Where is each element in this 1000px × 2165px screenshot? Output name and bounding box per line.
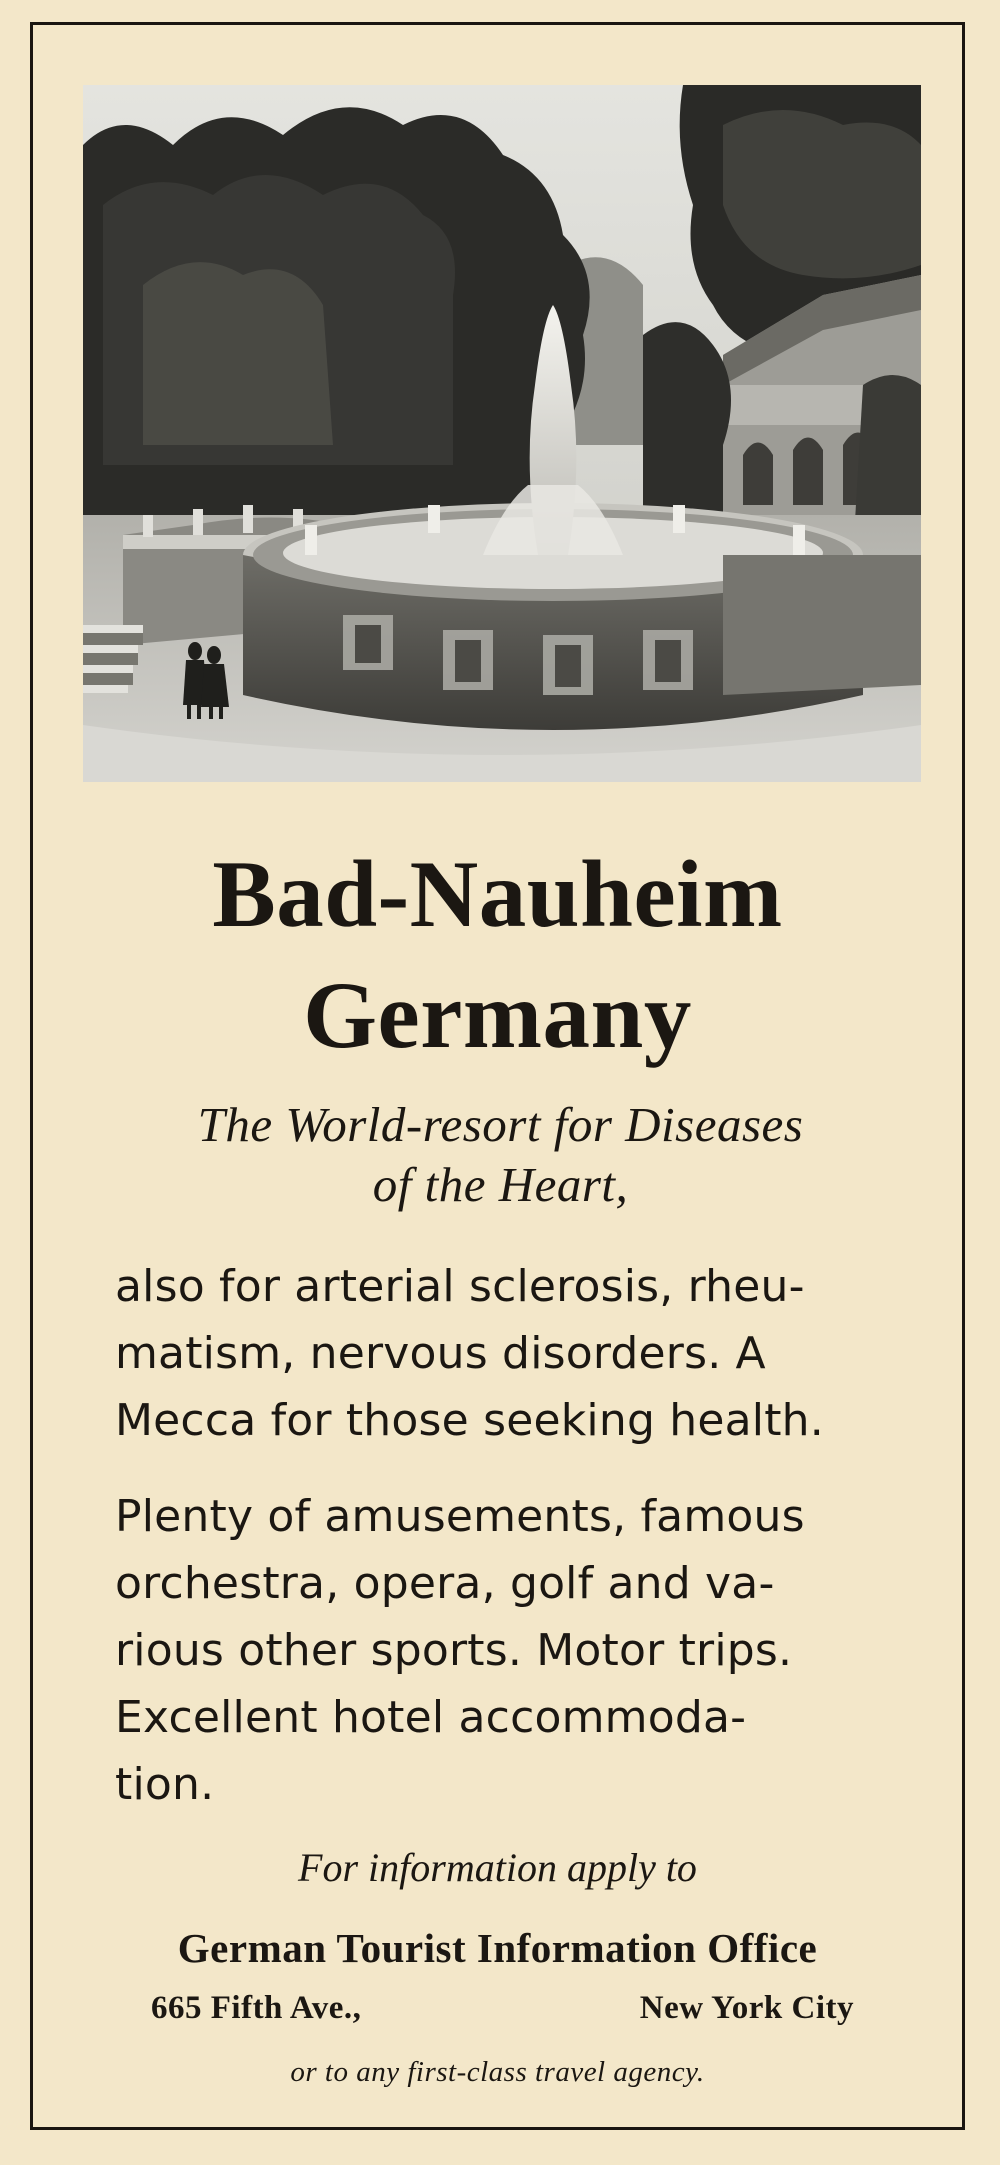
fountain-park-photo: [83, 85, 921, 782]
paragraph-line: Excellent hotel accommoda-: [115, 1692, 747, 1743]
street-address: 665 Fifth Ave.,: [151, 1990, 362, 2026]
paragraph-line: rious other sports. Motor trips.: [115, 1625, 793, 1676]
paragraph-line: tion.: [115, 1759, 215, 1810]
country-title: Germany: [303, 962, 692, 1068]
tagline-line: of the Heart,: [372, 1157, 629, 1212]
information-intro: For information apply to: [298, 1845, 697, 1890]
resort-title: Bad-Nauheim: [212, 841, 783, 947]
city-address: New York City: [639, 1990, 854, 2026]
paragraph-line: also for arterial sclerosis, rheu-: [115, 1261, 805, 1312]
paragraph-line: Plenty of amusements, famous: [115, 1491, 805, 1542]
paragraph-line: matism, nervous disorders. A: [115, 1328, 766, 1379]
paragraph-line: orchestra, opera, golf and va-: [115, 1558, 775, 1609]
paragraph-line: Mecca for those seeking health.: [115, 1395, 824, 1446]
office-name: German Tourist Information Office: [177, 1925, 818, 1971]
tagline-line: The World-resort for Diseases: [197, 1097, 804, 1152]
amenities-paragraph: [115, 1483, 930, 1818]
tagline: [93, 1095, 908, 1215]
fountain-illustration: [83, 85, 921, 782]
conditions-paragraph: [115, 1253, 930, 1454]
advertisement-frame: [30, 22, 965, 2130]
agency-note: or to any first-class travel agency.: [290, 2056, 705, 2088]
